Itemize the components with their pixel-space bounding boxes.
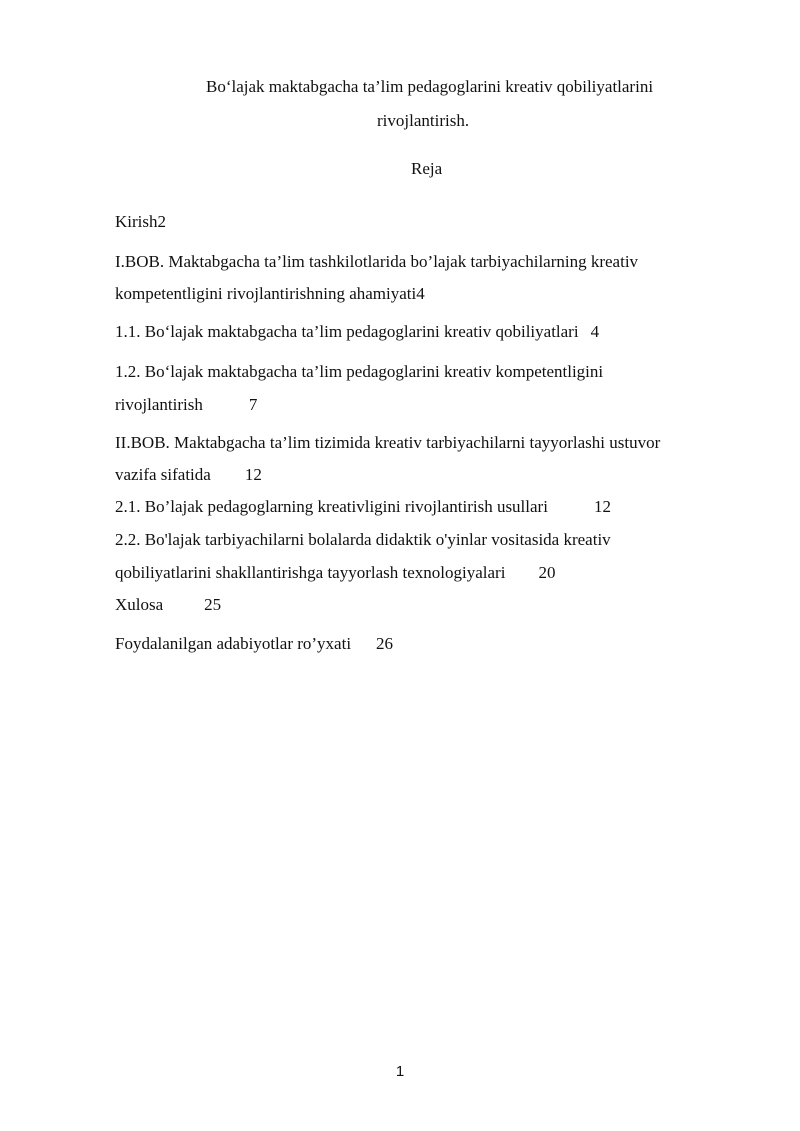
reja-heading: Reja (411, 159, 443, 178)
toc-entry-section-1-2-line-2 (115, 395, 257, 415)
toc-entry-text: II.BOB. Maktabgacha ta’lim tizimida kreativ tarbiyachilarni tayyorlashi ustuvor (115, 433, 661, 452)
toc-entry-chapter-1-line-1 (115, 252, 638, 272)
toc-entry-page: 4 (416, 284, 425, 303)
toc-entry-text: I.BOB. Maktabgacha ta’lim tashkilotlarida bo’lajak tarbiyachilarning kreativ (115, 252, 639, 271)
toc-entry-chapter-2-line-1 (115, 433, 660, 453)
toc-entry-text: vazifa sifatida (115, 465, 211, 484)
toc-entry-page: 12 (244, 465, 262, 484)
toc-entry-text: rivojlantirish (115, 395, 203, 414)
toc-entry-chapter-1-line-2 (115, 284, 425, 304)
toc-entry-section-1-2-line-1 (115, 362, 603, 382)
toc-entry-chapter-2-line-2 (115, 465, 262, 485)
toc-entry-text: Kirish (115, 212, 158, 231)
toc-entry-section-2-2-line-1 (115, 530, 611, 550)
toc-entry-section-1-1 (115, 322, 599, 342)
toc-entry-page: 12 (593, 497, 611, 516)
toc-entry-text: 2.1. Bo’lajak pedagoglarning kreativligini rivojlantirish usullari (115, 497, 548, 516)
toc-entry-page: 25 (204, 595, 222, 614)
toc-entry-xulosa (115, 595, 221, 615)
toc-entry-page: 20 (538, 563, 556, 582)
toc-entry-text: Xulosa (115, 595, 164, 614)
toc-entry-page: 26 (376, 634, 394, 653)
document-title-line-2: rivojlantirish. (377, 111, 470, 130)
page-number: 1 (395, 1063, 405, 1080)
toc-entry-text: 1.2. Bo‘lajak maktabgacha ta’lim pedagoglarini kreativ kompetentligini (115, 362, 604, 381)
toc-entry-section-2-1 (115, 497, 611, 517)
toc-entry-text: Foydalanilgan adabiyotlar ro’yxati (115, 634, 352, 653)
toc-entry-section-2-2-line-2 (115, 563, 555, 583)
toc-entry-kirish (115, 212, 166, 232)
toc-entry-page: 4 (590, 322, 600, 341)
toc-entry-text: 1.1. Bo‘lajak maktabgacha ta’lim pedagoglarini kreativ qobiliyatlari (115, 322, 579, 341)
toc-entry-adabiyotlar (115, 634, 393, 654)
toc-entry-text: kompetentligini rivojlantirishning ahamiyati (115, 284, 417, 303)
toc-entry-text: qobiliyatlarini shakllantirishga tayyorlash texnologiyalari (115, 563, 506, 582)
toc-entry-page: 7 (248, 395, 258, 414)
document-title-line-1: Bo‘lajak maktabgacha ta’lim pedagoglarini kreativ qobiliyatlarini (206, 77, 654, 96)
toc-entry-text: 2.2. Bo'lajak tarbiyachilarni bolalarda didaktik o'yinlar vositasida kreativ (115, 530, 611, 549)
toc-entry-page: 2 (157, 212, 166, 231)
